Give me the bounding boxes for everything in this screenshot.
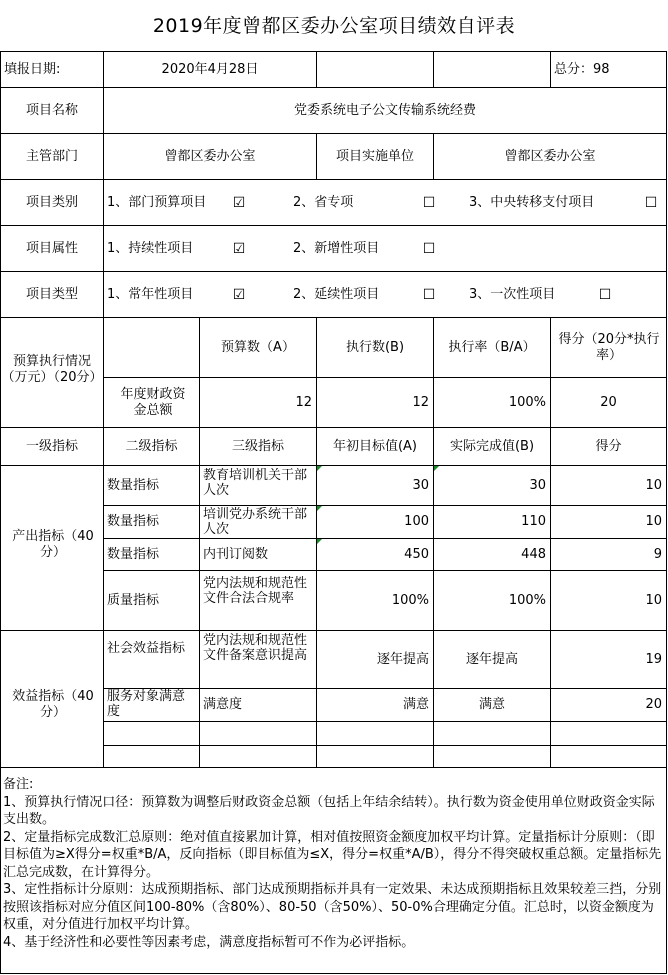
project-name-label: 项目名称: [25, 102, 78, 118]
fill-date-value: 2020年4月28日: [161, 61, 259, 77]
output-row-3-level2: 数量指标: [107, 546, 160, 562]
category-option-2: 2、省专项: [293, 194, 354, 210]
type-checkbox-2[interactable]: ☐: [422, 286, 436, 303]
note-1: 1、预算执行情况口径：预算数为调整后财政资金总额（包括上年结余结转）。执行数为资金使用单位财政资金实际支出数。: [3, 794, 655, 827]
attribute-option-2: 2、新增性项目: [293, 240, 380, 256]
note-2: 2、定量指标完成数汇总原则：绝对值直接累加计算，相对值按照资金额度加权平均计算。定量指标计分原则：（即目标值为≥X得分=权重*B/A，反向指标（即目标值为≤X，得分=权重*A/B），得分不得突破权重总额。定量指标先汇总完成数，在计算得分。: [3, 829, 662, 880]
indicator-header-level3: 三级指标: [231, 438, 284, 454]
output-row-1-score: 10: [645, 477, 662, 493]
benefit-row-1-level3: 党内法规和规范性文件备案意识提高: [203, 633, 308, 663]
attribute-option-1: 1、持续性项目: [107, 240, 194, 256]
benefit-section-label: 效益指标（40分）: [12, 689, 94, 720]
output-row-4-level3: 党内法规和规范性文件合法合规率: [203, 576, 308, 606]
output-row-1-actual: 30: [529, 477, 546, 493]
rate-value: 100%: [508, 394, 546, 410]
benefit-row-1-target: 逐年提高: [376, 651, 429, 667]
benefit-row-2-target: 满意: [402, 697, 429, 712]
benefit-row-2-score: 20: [645, 697, 662, 712]
output-row-3-actual: 448: [521, 546, 546, 562]
type-checkbox-3[interactable]: ☐: [598, 286, 612, 303]
output-row-1-level2: 数量指标: [107, 477, 160, 493]
indicator-header-level2: 二级指标: [125, 438, 178, 454]
budget-value: 12: [295, 394, 312, 410]
benefit-row-2-level3: 满意度: [203, 697, 243, 712]
indicator-header-target: 年初目标值(A): [332, 438, 418, 454]
category-option-3: 3、中央转移支付项目: [469, 194, 595, 210]
budget-col-budget: 预算数（A）: [221, 339, 295, 355]
attribute-checkbox-2[interactable]: ☐: [422, 240, 436, 257]
output-row-4-actual: 100%: [508, 592, 546, 608]
budget-col-score: 得分（20分*执行率）: [558, 331, 660, 363]
benefit-row-1-level2: 社会效益指标: [107, 641, 186, 656]
impl-unit-label: 项目实施单位: [335, 148, 414, 164]
benefit-row-2-actual: 满意: [478, 697, 505, 712]
category-label: 项目类别: [25, 194, 78, 210]
category-checkbox-2[interactable]: ☐: [422, 194, 436, 211]
indicator-header-actual: 实际完成值(B): [449, 438, 535, 454]
note-3: 3、定性指标计分原则：达成预期指标、部门达成预期指标并具有一定效果、未达成预期指标且效果较差三挡，分别按照该指标对应分值区间100-80%（含80%）、80-50（含50%）、50-0%合理确定分值。汇总时，以资金额度为权重，对分值进行加权平均计算。: [3, 882, 662, 932]
budget-col-rate: 执行率（B/A）: [448, 339, 536, 355]
output-row-3-level3: 内刊订阅数: [203, 546, 269, 562]
output-row-3-target: 450: [404, 546, 429, 562]
note-4: 4、基于经济性和必要性等因素考虑，满意度指标暂可不作为必评指标。: [3, 934, 415, 950]
indicator-header-level1: 一级指标: [25, 438, 78, 454]
notes-section: [3, 776, 663, 951]
attribute-label: 项目属性: [25, 240, 78, 256]
indicator-header-score: 得分: [595, 438, 622, 454]
attribute-checkbox-1[interactable]: ☑: [232, 240, 246, 257]
notes-title: 备注:: [3, 777, 34, 792]
dept-value: 曾都区委办公室: [164, 148, 256, 164]
exec-value: 12: [412, 394, 429, 410]
type-option-3: 3、一次性项目: [469, 286, 556, 302]
output-row-4-score: 10: [645, 592, 662, 608]
output-row-4-target: 100%: [391, 592, 429, 608]
benefit-row-2-level2: 服务对象满意度: [107, 689, 186, 719]
type-checkbox-1[interactable]: ☑: [232, 286, 246, 303]
output-row-4-level2: 质量指标: [107, 592, 160, 608]
output-row-2-level3: 培训党办系统干部人次: [203, 507, 308, 537]
budget-col-exec: 执行数(B): [345, 339, 405, 355]
output-row-3-score: 9: [653, 546, 662, 562]
page-title: 2019年度曾都区委办公室项目绩效自评表: [152, 15, 516, 37]
output-row-2-actual: 110: [521, 514, 546, 529]
impl-unit-value: 曾都区委办公室: [504, 148, 596, 164]
category-checkbox-1[interactable]: ☑: [232, 194, 246, 211]
budget-section-label: 预算执行情况（万元）（20分）: [1, 354, 103, 385]
output-row-1-level3: 教育培训机关干部人次: [203, 468, 308, 498]
output-row-2-level2: 数量指标: [107, 514, 160, 529]
output-section-label: 产出指标（40分）: [12, 529, 94, 560]
total-score: 总分：98: [554, 61, 610, 77]
category-checkbox-3[interactable]: ☐: [644, 194, 658, 211]
type-option-1: 1、常年性项目: [107, 286, 194, 302]
benefit-row-1-score: 19: [645, 651, 662, 667]
budget-score-value: 20: [600, 394, 617, 410]
budget-row-label: 年度财政资金总额: [120, 386, 186, 418]
output-row-2-target: 100: [404, 514, 429, 529]
dept-label: 主管部门: [25, 148, 78, 164]
project-name-value: 党委系统电子公文传输系统经费: [293, 102, 476, 118]
fill-date-label: 填报日期:: [4, 61, 61, 77]
type-label: 项目类型: [25, 286, 78, 302]
type-option-2: 2、延续性项目: [293, 286, 380, 302]
output-row-1-target: 30: [412, 477, 429, 493]
category-option-1: 1、部门预算项目: [107, 194, 207, 210]
output-row-2-score: 10: [645, 514, 662, 529]
benefit-row-1-actual: 逐年提高: [465, 651, 518, 667]
